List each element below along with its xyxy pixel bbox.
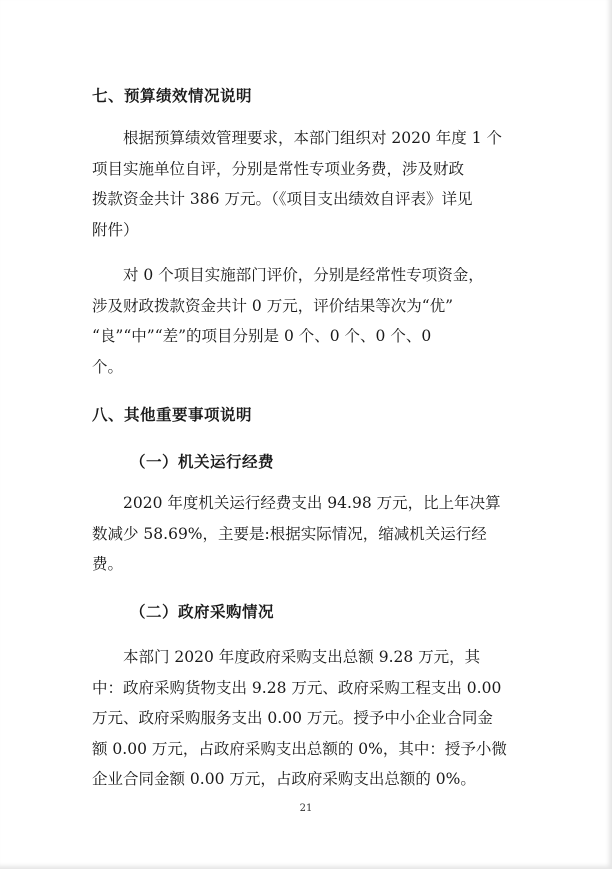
subsection-2-paragraph — [92, 642, 522, 795]
paragraph-line: 涉及财政拨款资金共计 0 万元，评价结果等次为“优” — [92, 296, 454, 315]
paragraph-line: 费。 — [92, 555, 124, 573]
paragraph-line: “良”“中”“差”的项目分别是 0 个、0 个、0 个、0 — [92, 327, 432, 345]
paragraph-line: 对 0 个项目实施部门评价，分别是经常性专项资金， — [123, 266, 484, 284]
section-7-paragraph-1 — [92, 123, 522, 245]
paragraph-line: 个。 — [92, 357, 124, 376]
paragraph-line: 企业合同金额 0.00 万元，占政府采购支出总额的 0%。 — [92, 770, 476, 788]
section-7-paragraph-2 — [92, 260, 522, 382]
subsection-2-heading: （二）政府采购情况 — [130, 602, 275, 621]
paragraph-line: 根据预算绩效管理要求，本部门组织对 2020 年度 1 个 — [123, 129, 503, 147]
paragraph-line: 额 0.00 万元，占政府采购支出总额的 0%，其中：授予小微 — [92, 739, 507, 758]
section-8-heading: 八、其他重要事项说明 — [92, 405, 253, 424]
paragraph-line: 数减少 58.69%，主要是:根据实际情况，缩减机关运行经 — [92, 524, 487, 543]
paragraph-line: 本部门 2020 年度政府采购支出总额 9.28 万元，其 — [123, 648, 481, 666]
subsection-1-heading: （一）机关运行经费 — [130, 452, 275, 471]
paragraph-line: 附件） — [92, 220, 139, 239]
paragraph-line: 万元、政府采购服务支出 0.00 万元。授予中小企业合同金 — [92, 709, 493, 727]
subsection-1-paragraph — [92, 488, 522, 580]
paragraph-line: 拨款资金共计 386 万元。（《项目支出绩效自评表》详见 — [92, 190, 473, 208]
paragraph-line: 中：政府采购货物支出 9.28 万元、政府采购工程支出 0.00 — [92, 678, 502, 697]
section-7-heading: 七、预算绩效情况说明 — [92, 86, 253, 105]
paragraph-line: 2020 年度机关运行经费支出 94.98 万元，比上年决算 — [123, 494, 501, 512]
page-number: 21 — [299, 803, 313, 814]
paragraph-line: 项目实施单位自评，分别是常性专项业务费，涉及财政 — [92, 159, 465, 178]
